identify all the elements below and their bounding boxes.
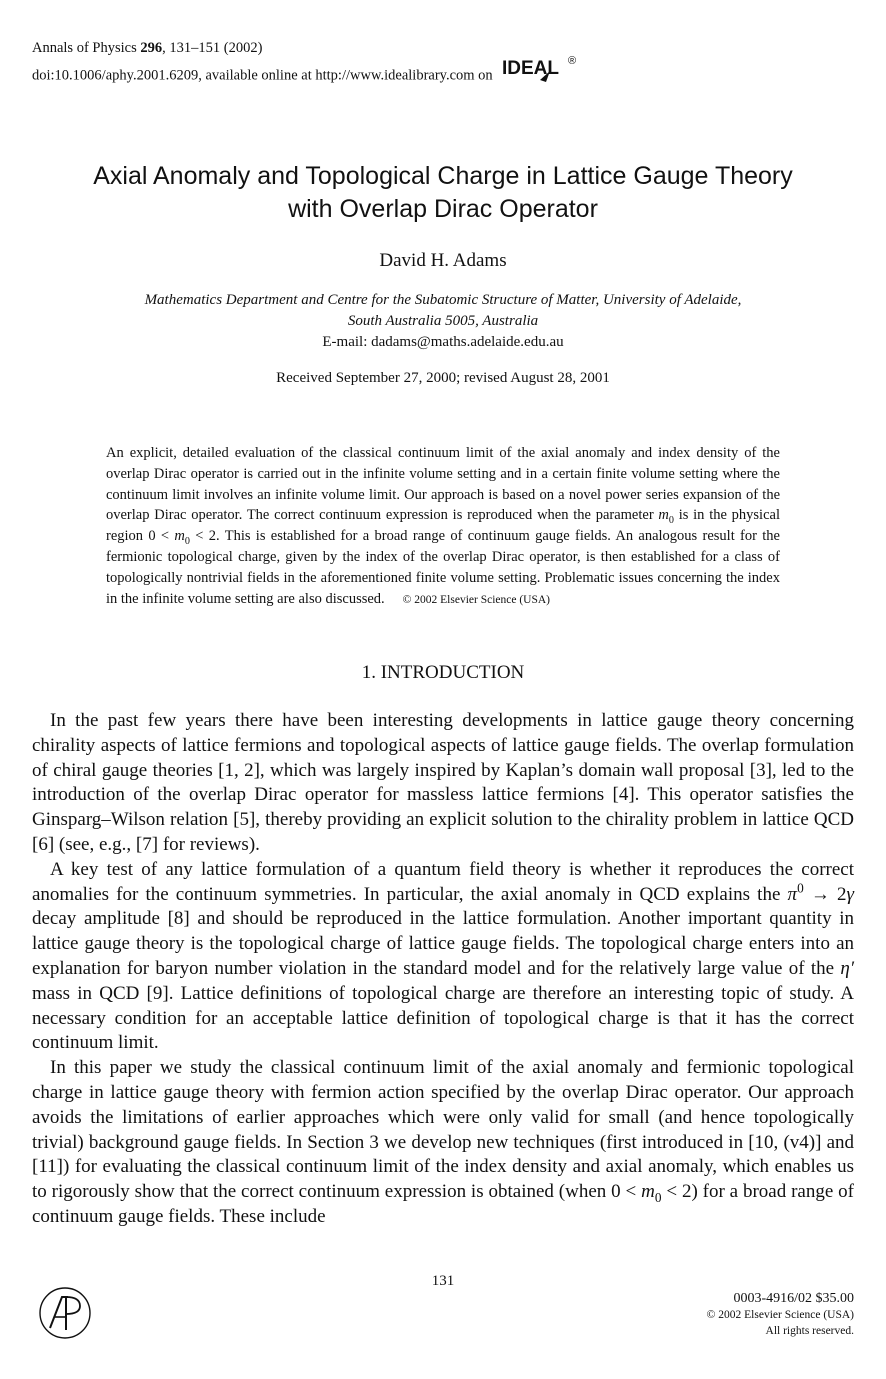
academic-press-logo-icon bbox=[38, 1286, 92, 1345]
volume-number: 296 bbox=[140, 40, 163, 56]
abstract: An explicit, detailed evaluation of the classical continuum limit of the axial anomaly and index density of the overlap Dirac operator is carried out in the infinite volume setting and in a certain finite volume setting where the continuum limit involves an infinite volume limit. Our approach is based on a novel power series expansion of the overlap Dirac operator. The correct continuum expression is reproduced when the parameter $m_0$ is in the physical region $0 < m_0 < 2$. This is established for a broad range of continuum gauge fields. An analogous result for the fermionic topological charge, given by the index of the overlap Dirac operator, is then established for a class of topologically nontrivial fields in the aforementioned finite volume setting. Problematic issues concerning the index in the infinite volume setting are also discussed. © 2002 Elsevier Science (USA) bbox=[106, 445, 780, 607]
introduction-body bbox=[32, 709, 854, 1230]
footer-info bbox=[707, 1291, 854, 1339]
affiliation: Mathematics Department and Centre for the Subatomic Structure of Matter, University of Adelaide, South Australia 5005, Australia E-mail: dadams@maths.adelaide.edu.au bbox=[60, 290, 826, 353]
paper-title: Axial Anomaly and Topological Charge in Lattice Gauge Theory with Overlap Dirac Operator bbox=[93, 162, 793, 223]
paragraph-3: In this paper we study the classical continuum limit of the axial anomaly and fermionic topological charge in lattice gauge theory with fermion action specified by the overlap Dirac operator. Our approach avoids the limitations of earlier approaches which were only valid for small (and hence topologically trivial) background gauge fields. In Section 3 we develop new techniques (first introduced in [10, (v4)] and [11]) for evaluating the classical continuum limit of the index density and axial anomaly, which enables us to rigorously show that the correct continuum expression is obtained (when $0 < m_0 < 2$) for a broad range of continuum gauge fields. These include bbox=[32, 1057, 854, 1227]
issn-price: 0003-4916/02 $35.00 bbox=[733, 1291, 854, 1306]
footer-copyright: © 2002 Elsevier Science (USA) bbox=[706, 1309, 854, 1321]
author-name: David H. Adams bbox=[379, 250, 507, 271]
journal-header bbox=[32, 38, 580, 94]
section-heading: 1. INTRODUCTION bbox=[361, 662, 525, 683]
paragraph-2: A key test of any lattice formulation of a quantum field theory is whether it reproduces the correct anomalies for the continuum symmetries. In particular, the axial anomaly in QCD explains the $\pi^0 \to 2\gamma$ decay amplitude [8] and should be reproduced in the lattice formulation. Another important quantity in lattice gauge theory is the topological charge of lattice gauge fields. The topological charge enters into an explanation for baryon number violation in the standard model and for the relatively large value of the η′ mass in QCD [9]. Lattice definitions of topological charge are therefore an interesting topic of study. A necessary condition for an acceptable lattice definition of topological charge is that it has the correct continuum limit. bbox=[32, 858, 854, 1054]
svg-text:®: ® bbox=[568, 55, 577, 67]
author-email: E-mail: dadams@maths.adelaide.edu.au bbox=[322, 334, 564, 350]
svg-text:IDEAL: IDEAL bbox=[502, 58, 560, 79]
paragraph-1: In the past few years there have been interesting developments in lattice gauge theory concerning chirality aspects of lattice fermions and topological aspects of lattice gauge fields. The overlap formulation of chiral gauge theories [1, 2], which was largely inspired by Kaplan’s domain wall proposal [3], led to the introduction of the overlap Dirac operator for massless lattice fermions [4]. This operator satisfies the Ginsparg–Wilson relation [5], thereby providing an explicit solution to the chirality problem in lattice QCD [6] (see, e.g., [7] for reviews). bbox=[32, 710, 854, 855]
footer-rights: All rights reserved. bbox=[765, 1325, 854, 1337]
journal-citation: Annals of Physics 296, 131–151 (2002) bbox=[32, 40, 263, 56]
page-number: 131 bbox=[431, 1273, 455, 1289]
received-dates: Received September 27, 2000; revised August 28, 2001 bbox=[276, 370, 610, 386]
abstract-copyright: © 2002 Elsevier Science (USA) bbox=[402, 593, 551, 606]
ideal-logo-icon bbox=[502, 54, 580, 90]
doi-line: doi:10.1006/aphy.2001.6209, available online at http://www.idealibrary.com on IDEAL ® bbox=[32, 58, 580, 94]
